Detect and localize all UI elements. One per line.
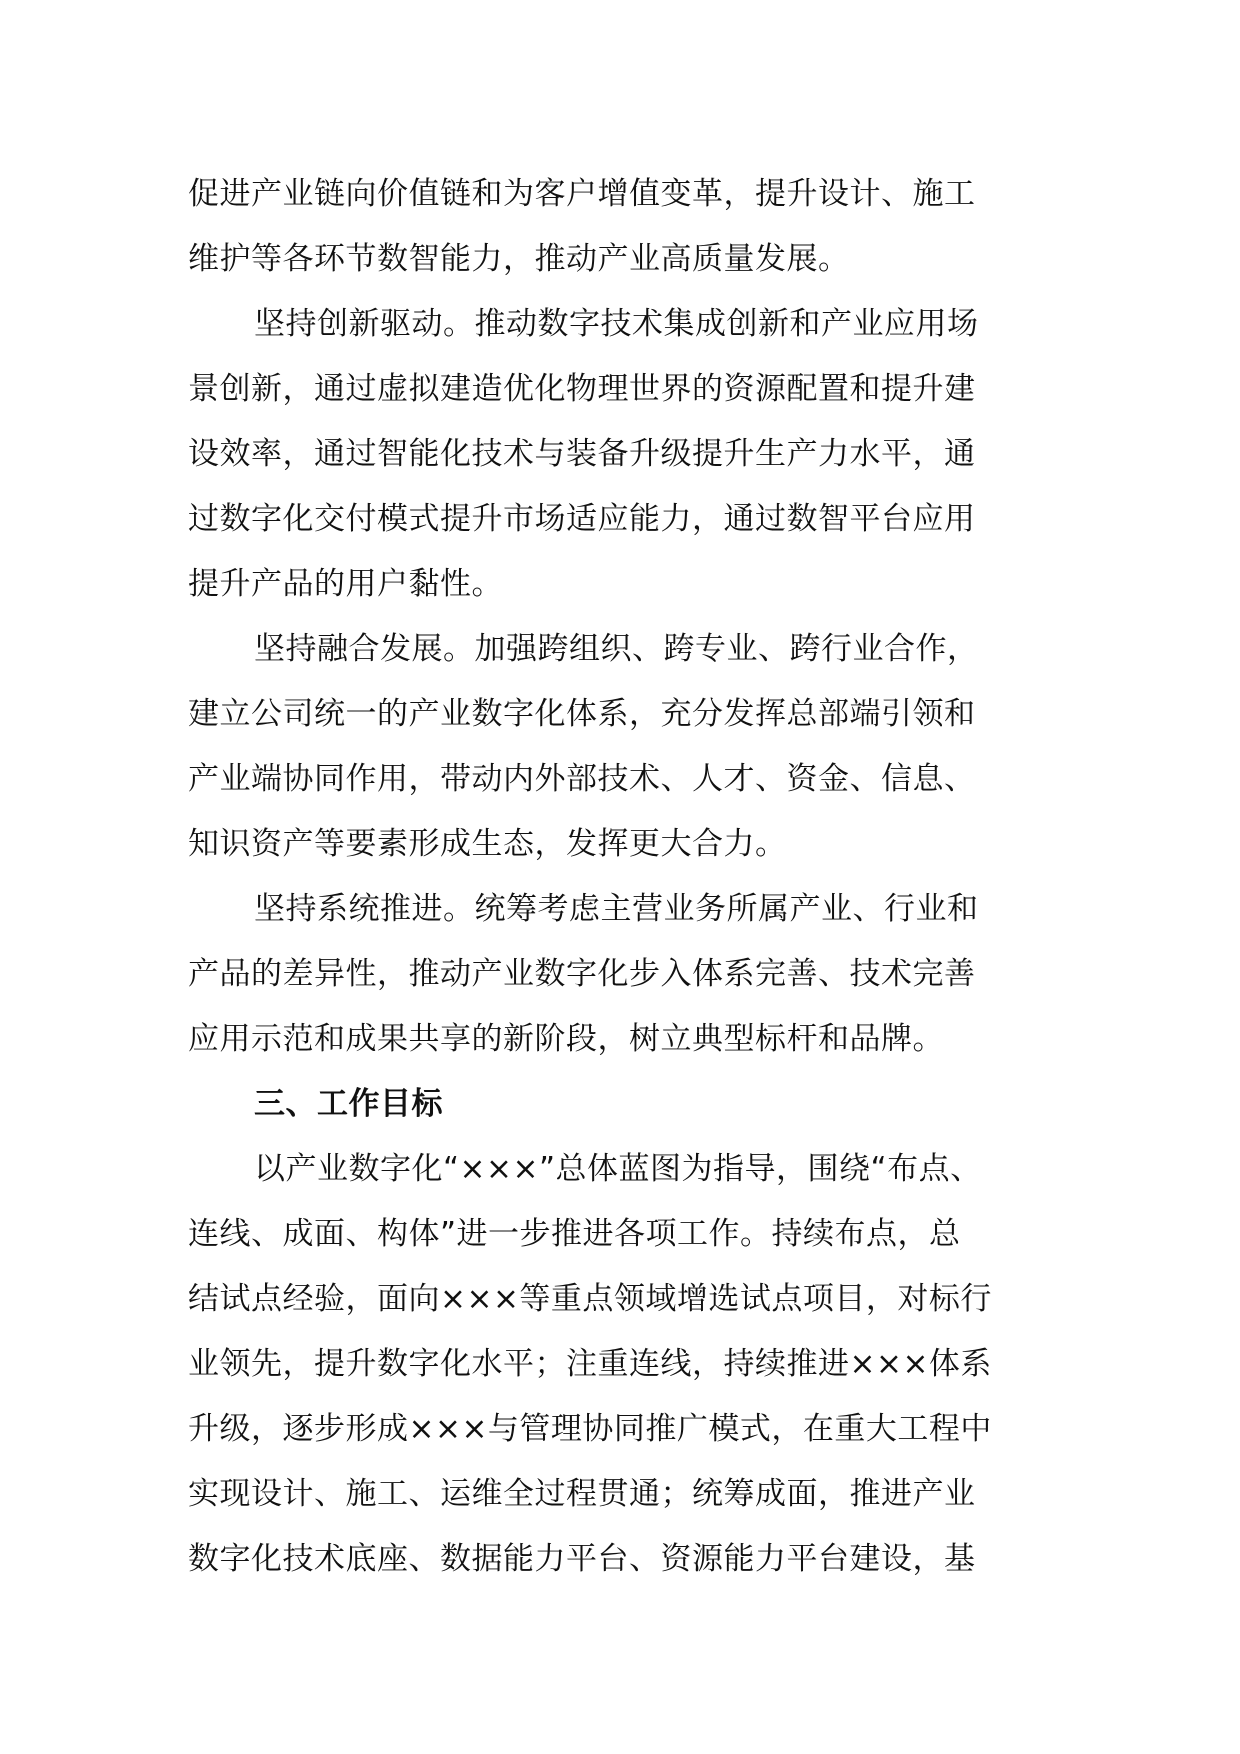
text-line: 促进产业链向价值链和为客户增值变革，提升设计、施工 [188, 176, 976, 212]
text-line: 产业端协同作用，带动内外部技术、人才、资金、信息、 [188, 761, 976, 797]
text-line: 结试点经验，面向×××等重点领域增选试点项目，对标行 [188, 1281, 992, 1317]
text-line: 升级，逐步形成×××与管理协同推广模式，在重大工程中 [188, 1411, 992, 1447]
text-line: 建立公司统一的产业数字化体系，充分发挥总部端引领和 [188, 696, 976, 732]
paragraph-start-line: 坚持系统推进。统筹考虑主营业务所属产业、行业和 [254, 891, 979, 927]
text-line: 景创新，通过虚拟建造优化物理世界的资源配置和提升建 [188, 371, 976, 407]
text-line: 提升产品的用户黏性。 [188, 566, 503, 602]
text-line: 实现设计、施工、运维全过程贯通；统筹成面，推进产业 [188, 1476, 976, 1512]
text-line: 维护等各环节数智能力，推动产业高质量发展。 [188, 241, 850, 277]
text-line: 业领先，提升数字化水平；注重连线，持续推进×××体系 [188, 1346, 992, 1382]
text-line: 设效率，通过智能化技术与装备升级提升生产力水平，通 [188, 436, 976, 472]
document-body [188, 162, 1058, 1592]
text-line: 连线、成面、构体”进一步推进各项工作。持续布点，总 [188, 1216, 961, 1252]
section-heading: 三、工作目标 [254, 1086, 443, 1122]
text-line: 产品的差异性，推动产业数字化步入体系完善、技术完善 [188, 956, 976, 992]
text-line: 应用示范和成果共享的新阶段，树立典型标杆和品牌。 [188, 1021, 944, 1057]
paragraph-start-line: 坚持创新驱动。推动数字技术集成创新和产业应用场 [254, 306, 979, 342]
paragraph-start-line: 坚持融合发展。加强跨组织、跨专业、跨行业合作， [254, 631, 979, 667]
paragraph-start-line: 以产业数字化“×××”总体蓝图为指导，围绕“布点、 [254, 1151, 982, 1187]
text-line: 数字化技术底座、数据能力平台、资源能力平台建设，基 [188, 1541, 976, 1577]
text-line: 知识资产等要素形成生态，发挥更大合力。 [188, 826, 787, 862]
text-line: 过数字化交付模式提升市场适应能力，通过数智平台应用 [188, 501, 976, 537]
